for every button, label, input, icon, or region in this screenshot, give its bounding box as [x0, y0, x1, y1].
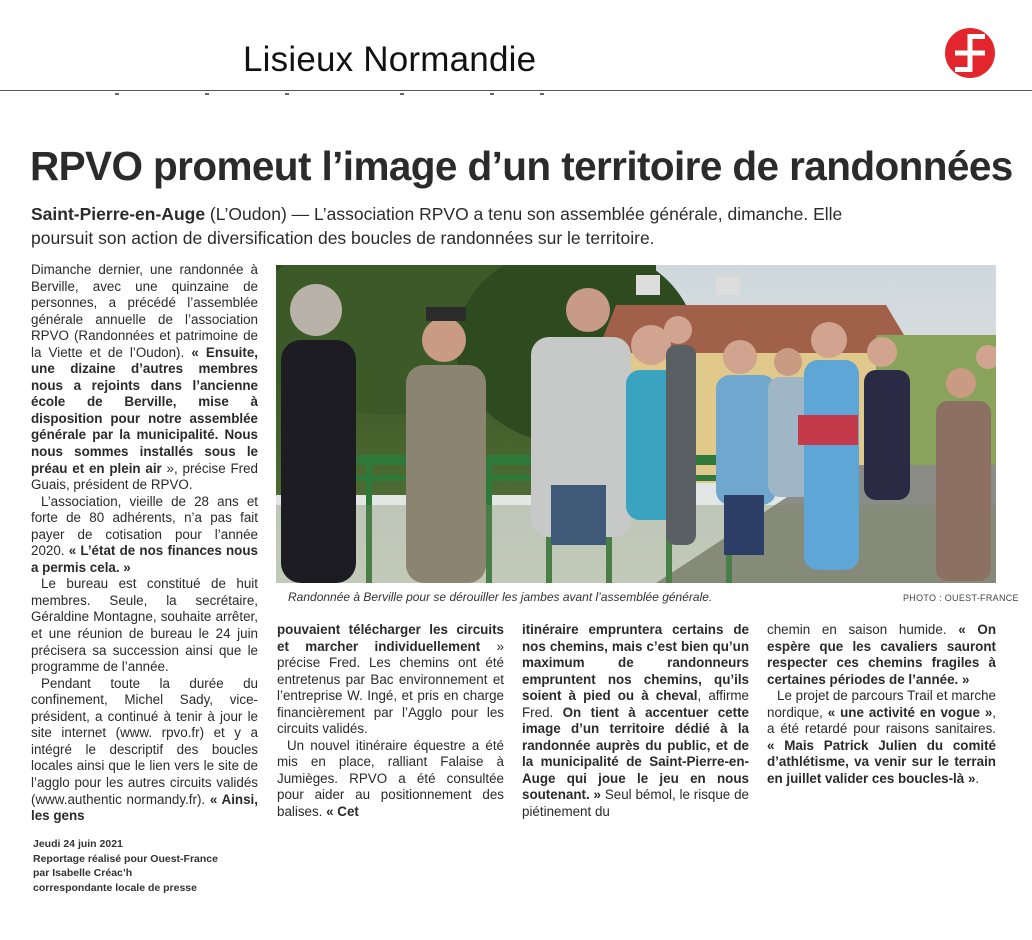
- paragraph: Le projet de parcours Trail et marche nordique, « une activité en vogue », a été retardé pour raisons sanitaires. « Mais Patrick Julien du comité d’athlétisme, va venir sur le terrain en juillet valider ces boucles-là ».: [767, 688, 996, 786]
- paragraph: L’association, vieille de 28 ans et forte de 80 adhérents, n’a pas fait payer de cotisation pour l’année 2020. « L’état de nos finances nous a permis cela. »: [31, 493, 258, 575]
- lead-place: Saint-Pierre-en-Auge: [31, 204, 206, 224]
- article-column-1: [31, 262, 258, 825]
- paragraph: Le bureau est constitué de huit membres. Seule, la secrétaire, Géraldine Montagne, souhaite arrêter, et une réunion de bureau le 24 juin précisera sa succession ainsi que le programme de l’année.: [31, 576, 258, 675]
- article-column-3: [522, 622, 749, 821]
- lead-place-detail: (L’Oudon) —: [205, 204, 315, 224]
- article-footer: [33, 837, 218, 895]
- article-column-2: [277, 622, 504, 821]
- lead-text: L’association RPVO a tenu son assemblée générale, dimanche. Elle poursuit son action de diversification des boucles de randonnées sur le territoire.: [31, 204, 843, 248]
- paragraph: pouvaient télécharger les circuits et marcher individuellement » précise Fred. Les chemins ont été entretenus par Bac environnement et l’entreprise W. Ingé, et pris en charge financièrement par l’Agglo pour les circuits validés.: [277, 622, 504, 737]
- masthead-divider: [0, 90, 1032, 91]
- ouest-france-logo-icon: [945, 28, 995, 78]
- footer-author: par Isabelle Créac’h: [33, 867, 133, 879]
- footer-source: Reportage réalisé pour Ouest-France: [33, 852, 218, 865]
- paragraph: itinéraire empruntera certains de nos chemins, mais c’est bien qu’un maximum de randonneurs empruntent nos chemins, qu’ils soient à pied ou à cheval, affirme Fred. On tient à accentuer cette image d’un territoire dédié à la randonnée auprès du public, et de la municipalité de Saint-Pierre-en-Auge qui joue le jeu en nous soutenant. » Seul bémol, le risque de piétinement du: [522, 622, 750, 820]
- article-photo: [276, 265, 996, 583]
- paragraph: Pendant toute la durée du confinement, Michel Sady, vice-président, a continué à tenir à jour le site internet (www. rpvo.fr) et y a intégré le descriptif des boucles locales ainsi que le lien vers le site de l’agglo pour les autres circuits validés (www.authentic normandy.fr). « Ainsi, les gens: [31, 675, 258, 824]
- paragraph: Dimanche dernier, une randonnée à Berville, avec une quinzaine de personnes, a précédé l’assemblée générale annuelle de l’association RPVO (Randonnées et patrimoine de la Viette et de l’Oudon). « Ensuite, une dizaine d’autres membres nous a rejoints dans l’ancienne école de Berville, mise à disposition pour notre assemblée générale par la municipalité. Nous nous sommes installés sous le préau et en plein air », précise Fred Guais, président de RPVO.: [31, 262, 258, 493]
- footer-author-role: correspondante locale de presse: [33, 881, 197, 894]
- article-column-4: [767, 622, 996, 787]
- masthead-title: Lisieux Normandie: [243, 40, 537, 79]
- article-headline: RPVO promeut l’image d’un territoire de randonnées: [30, 143, 1013, 189]
- photo-credit: PHOTO : OUEST-FRANCE: [903, 593, 1019, 603]
- footer-date: Jeudi 24 juin 2021: [33, 838, 123, 850]
- article-lead: [31, 202, 901, 250]
- paragraph: chemin en saison humide. « On espère que les cavaliers sauront respecter ces chemins fragiles à certaines périodes de l’année. »: [767, 622, 997, 687]
- paragraph: Un nouvel itinéraire équestre a été mis en place, ralliant Falaise à Jumièges. RPVO a été consultée pour aider au positionnement des balises. « Cet: [277, 737, 504, 820]
- photo-caption: Randonnée à Berville pour se dérouiller les jambes avant l’assemblée générale.: [288, 590, 713, 604]
- scan-artifact: [110, 92, 550, 96]
